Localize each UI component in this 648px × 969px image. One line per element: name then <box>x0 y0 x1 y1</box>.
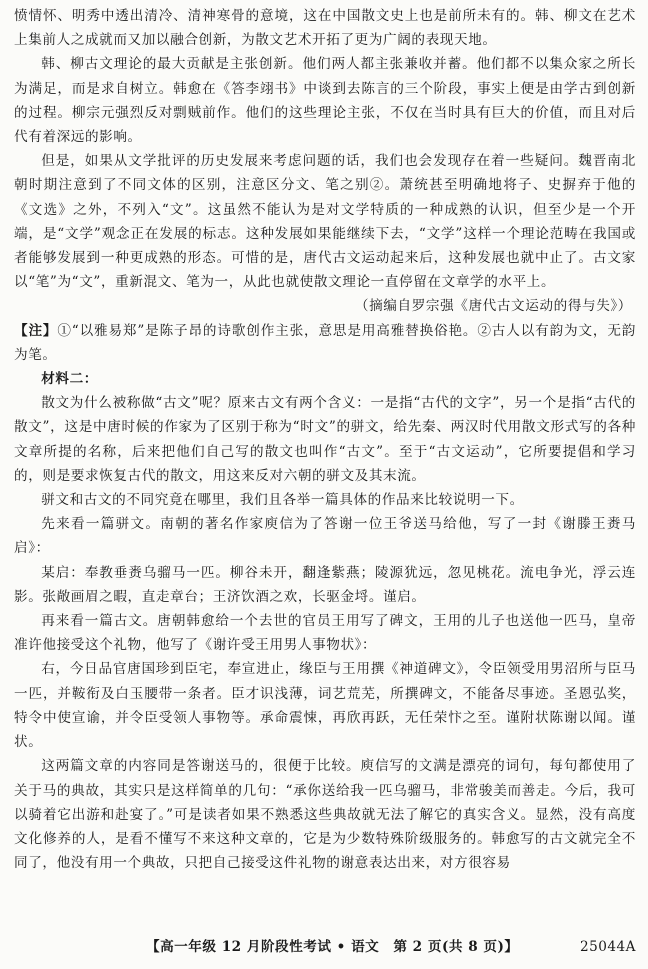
paragraph: 这两篇文章的内容同是答谢送马的，很便于比较。庾信写的文满是漂亮的词句，每句都使用了关于马的典故，其实只是这样简单的几句：“承你送给我一匹乌骝马，非常骏美而善走。今后，我可以骑着它出游和赴宴了。”可是读者如果不熟悉这些典故就无法了解它的真实含义。显然，没有高度文化修养的人，是看不懂写不来这种文章的，它是为少数特殊阶级服务的。韩愈写的古文就完全不同了，他没有用一个典故，只把自己接受这件礼物的谢意表达出来，对方很容易 <box>14 758 636 872</box>
exam-code: 25044A <box>579 939 636 955</box>
paragraph: 散文为什么被称做“古文”呢？原来古文有两个含义：一是指“古代的文字”，另一个是指“古代的散文”，这是中唐时候的作家为了区别于称为“时文”的骈文，给先秦、两汉时代用散文形式写的各种文章所提的名称，后来把他们自己写的散文也叫作“古文”。至于“古文运动”，它所要提倡和学习的，则是要求恢复古代的散文，用这来反对六朝的骈文及其末流。 <box>14 395 636 484</box>
material-heading: 材料二： <box>41 371 98 388</box>
footer-title: 【高一年级 12 月阶段性考试 • 语文 第 2 页(共 8 页)】 <box>146 939 519 955</box>
paragraph: 但是，如果从文学批评的历史发展来考虑问题的话，我们也会发现存在着一些疑问。魏晋南北朝时期注意到了不同文体的区别，注意区分文、笔之别②。萧统甚至明确地将子、史摒弃于他的《文选》之外，不列入“文”。这虽然不能认为是对文学特质的一种成熟的认识，但至少是一个开端，是“文学”观念正在发展的标志。这种发展如果能继续下去，“文学”这样一个理论范畴在我国或者能够发展到一种更成熟的形态。可惜的是，唐代古文运动起来后，这种发展也就中止了。古文家以“笔”为“文”，重新混文、笔为一，从此也就使散文理论一直停留在文章学的水平上。 <box>14 153 636 291</box>
quoted-text: 右，今日品官唐国珍到臣宅，奉宣进止，缘臣与王用撰《神道碑文》，令臣领受用男沼所与臣马一匹，并鞍衔及白玉腰带一条者。臣才识浅薄，词艺荒芜，所撰碑文，不能备尽事迹。圣恩弘奖，特令中使宣谕，并令臣受领人事物等。承命震悚，再欣再跃，无任荣忭之至。谨附状陈谢以闻。谨状。 <box>14 661 636 751</box>
paragraph-continued: 愤情怀、明秀中透出清冷、清神寒骨的意境，这在中国散文史上也是前所未有的。韩、柳文在艺术上集前人之成就而又加以融合创新，为散文艺术开拓了更为广阔的表现天地。 <box>14 8 636 49</box>
note-text: ①“以雅易郑”是陈子昂的诗歌创作主张，意思是用高雅替换俗艳。②古人以有韵为文，无韵为笔。 <box>14 322 636 363</box>
article-body <box>14 4 636 875</box>
paragraph: 先来看一篇骈文。南朝的著名作家庾信为了答谢一位王爷送马给他，写了一封《谢滕王赉马启》： <box>14 516 636 557</box>
paragraph: 骈文和古文的不同究竟在哪里，我们且各举一篇具体的作品来比较说明一下。 <box>41 492 524 509</box>
note-tag: 【注】 <box>14 322 58 339</box>
page-footer <box>0 934 648 960</box>
footnote <box>14 319 636 367</box>
source-attribution: （摘编自罗宗强《唐代古文运动的得与失》） <box>354 298 632 315</box>
paragraph: 韩、柳古文理论的最大贡献是主张创新。他们两人都主张兼收并蓄。他们都不以集众家之所长为满足，而是求自树立。韩愈在《答李翊书》中谈到去陈言的三个阶段，事实上便是由学古到创新的过程。柳宗元强烈反对剽贼前作。他们的这些理论主张，不仅在当时具有巨大的价值，而且对后代有着深远的影响。 <box>14 56 636 146</box>
paragraph: 再来看一篇古文。唐朝韩愈给一个去世的官员王用写了碑文，王用的儿子也送他一匹马，皇帝准许他接受这个礼物，他写了《谢许受王用男人事物状》： <box>14 613 636 654</box>
quoted-text: 某启：奉教垂赉乌骝马一匹。柳谷未开，翻逢紫燕；陵源犹远，忽见桃花。流电争光，浮云连影。张敞画眉之暇，直走章台；王济饮酒之欢，长驱金埒。谨启。 <box>14 564 636 605</box>
